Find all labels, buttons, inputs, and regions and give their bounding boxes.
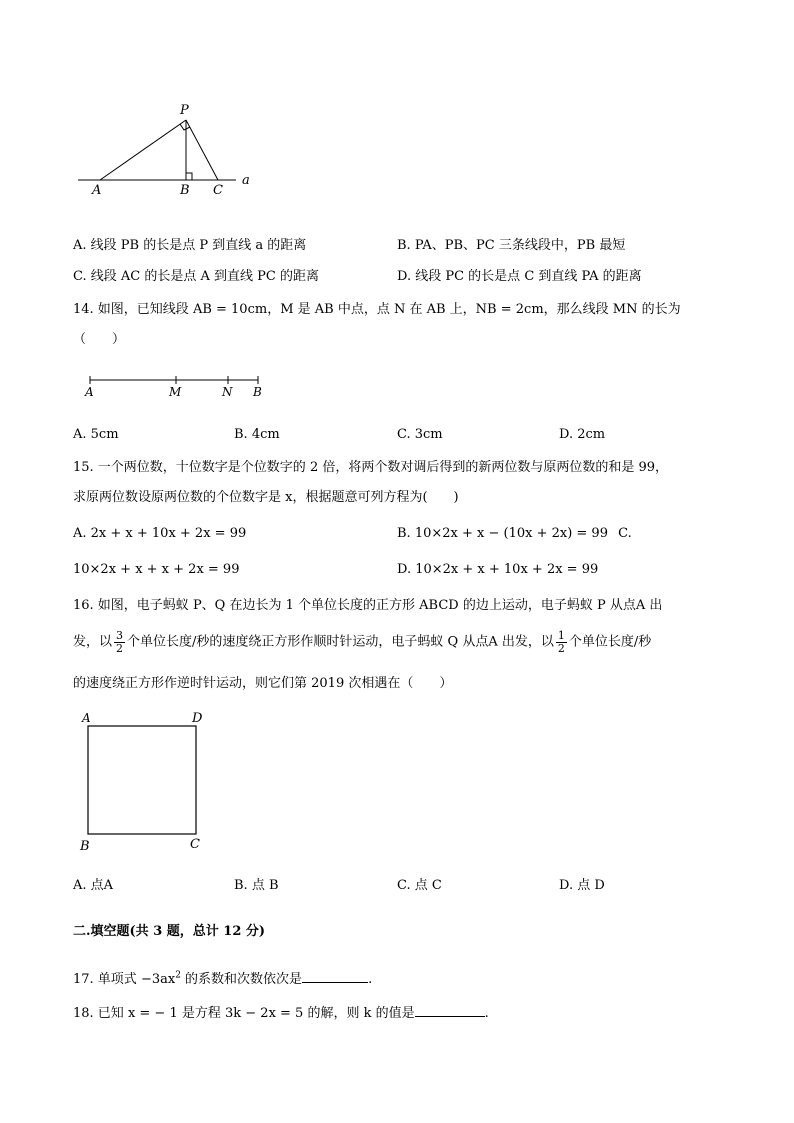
q16-stem-line1: 16. 如图，电子蚂蚁 P、Q 在边长为 1 个单位长度的正方形 ABCD 的边上运动，电子蚂蚁 P 从点A 出: [73, 598, 663, 613]
q18-text-pre: 18. 已知 x = − 1 是方程 3k − 2x = 5 的解，则 k 的值是: [73, 1006, 415, 1021]
q13-option-d: D. 线段 PC 的长是点 C 到直线 PA 的距离: [397, 269, 642, 284]
q16-option-c: C. 点 C: [397, 878, 442, 893]
q16-frac1-denominator: 2: [116, 641, 124, 655]
q15-option-c-label: C.: [618, 526, 632, 541]
fig2-label-b: B: [253, 385, 262, 399]
q16-option-b: B. 点 B: [234, 878, 279, 893]
q16-stem-line3: 的速度绕正方形作逆时针运动，则它们第 2019 次相遇在（ ）: [73, 676, 453, 691]
fig2-label-n: N: [222, 385, 233, 399]
q18-answer-blank[interactable]: [415, 1004, 485, 1017]
q13-option-c: C. 线段 AC 的长是点 A 到直线 PC 的距离: [73, 269, 319, 284]
fig3-label-c: C: [190, 837, 200, 852]
q17-text-pre: 17. 单项式 −3ax: [73, 972, 176, 987]
q15-option-a: A. 2x + x + 10x + 2x = 99: [73, 526, 247, 541]
fig2-label-a: A: [85, 385, 94, 399]
q15-option-b-text: B. 10×2x + x − (10x + 2x) = 99: [397, 526, 608, 541]
fig3-label-b: B: [80, 839, 90, 854]
q16-stem-line2: [73, 630, 651, 654]
segment-figure: [80, 370, 280, 402]
q15-stem-line2: 求原两位数设原两位数的个位数字是 x，根据题意可列方程为( ): [73, 490, 459, 505]
fig1-label-c: C: [213, 183, 223, 198]
section-fill-in-title: 二.填空题(共 3 题，总计 12 分): [73, 924, 266, 939]
fig1-label-p: P: [180, 103, 189, 118]
q17-text-post: 的系数和次数依次是: [180, 972, 303, 987]
q13-option-a: A. 线段 PB 的长是点 P 到直线 a 的距离: [73, 238, 307, 253]
fig3-label-a: A: [82, 711, 91, 725]
triangle-figure: [70, 98, 270, 198]
q14-option-c: C. 3cm: [397, 427, 443, 442]
q16-frac2-numerator: 1: [557, 629, 565, 642]
q15-stem-line1: 15. 一个两位数，十位数字是个位数字的 2 倍，将两个数对调后得到的新两位数与原两位数的和是 99，: [73, 460, 669, 475]
q15-option-d: D. 10×2x + x + 10x + 2x = 99: [397, 562, 599, 577]
q14-stem-line2: （ ）: [73, 332, 126, 347]
q16-fraction-1-2: [556, 630, 567, 654]
q18-end: .: [484, 1006, 489, 1021]
q17: [73, 970, 372, 988]
q16-fraction-3-2: [114, 630, 125, 654]
fig2-label-m: M: [169, 385, 182, 399]
q16-line2-part-c: 个单位长度/秒: [568, 634, 652, 650]
q15-option-c: 10×2x + x + x + 2x = 99: [73, 562, 240, 577]
q13-option-b: B. PA、PB、PC 三条线段中，PB 最短: [397, 238, 626, 253]
square-figure: [66, 706, 226, 856]
fig3-label-d: D: [192, 711, 203, 726]
q14-option-a: A. 5cm: [73, 427, 119, 442]
fig1-label-a: A: [92, 183, 102, 198]
q16-line2-part-a: 发，以: [73, 634, 113, 650]
q17-answer-blank[interactable]: [302, 970, 368, 983]
q17-exponent: 2: [175, 970, 181, 981]
q18: [73, 1004, 489, 1022]
q16-frac2-denominator: 2: [557, 641, 565, 655]
q16-option-a: A. 点A: [73, 878, 114, 893]
q16-frac1-numerator: 3: [116, 629, 124, 642]
q16-line2-part-b: 个单位长度/秒的速度绕正方形作顺时针运动，电子蚂蚁 Q 从点A 出发，以: [127, 634, 554, 650]
q14-stem-line1: 14. 如图，已知线段 AB = 10cm，M 是 AB 中点，点 N 在 AB 上，NB = 2cm，那么线段 MN 的长为: [73, 302, 681, 317]
fig1-label-line-a: a: [242, 173, 250, 188]
q14-option-b: B. 4cm: [234, 427, 280, 442]
q15-option-b: [397, 526, 632, 542]
q16-option-d: D. 点 D: [559, 878, 605, 893]
q17-end: .: [368, 972, 373, 987]
q14-option-d: D. 2cm: [559, 427, 606, 442]
fig1-label-b: B: [180, 183, 190, 198]
